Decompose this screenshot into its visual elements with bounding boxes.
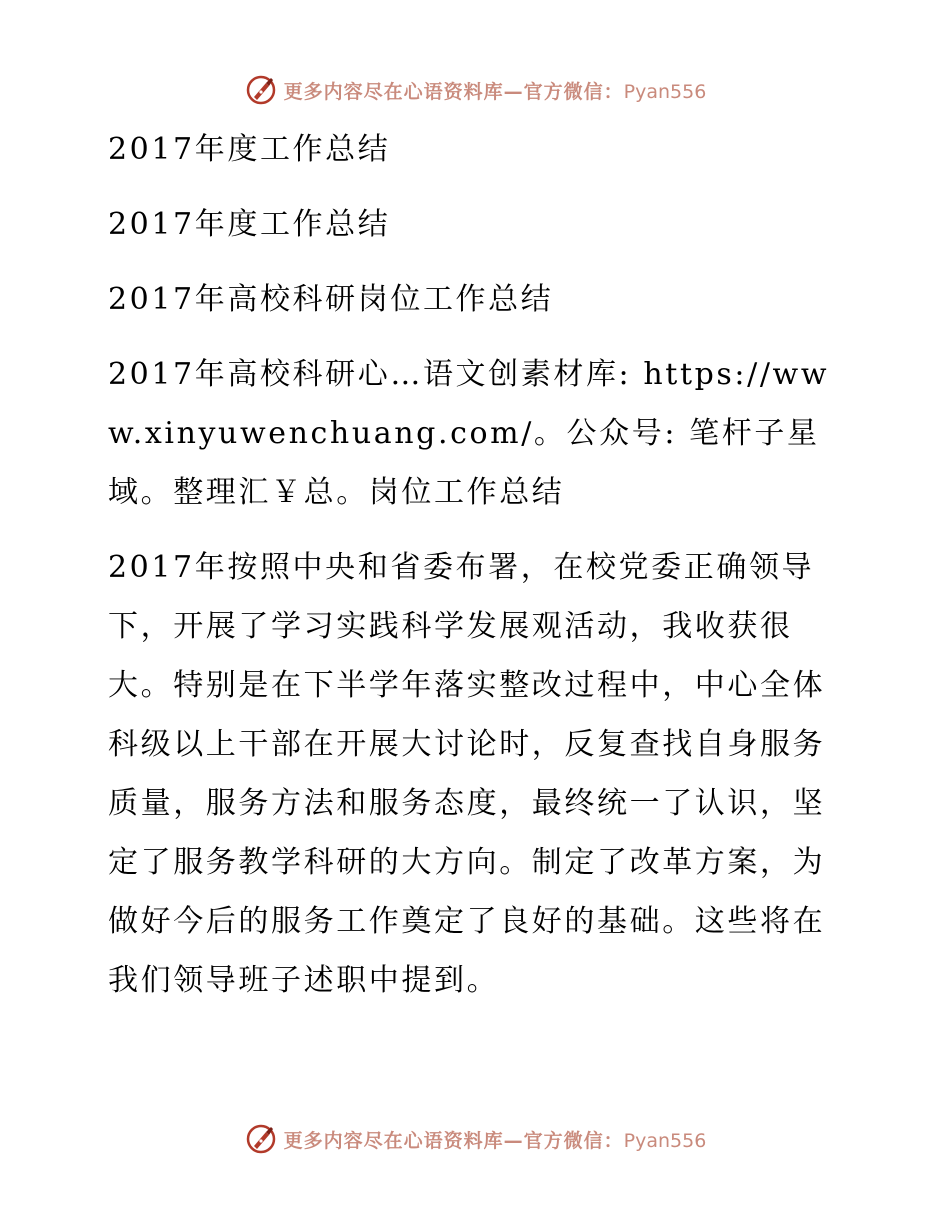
footer-watermark [0, 1119, 950, 1159]
doc-title-2: 2017年度工作总结 [108, 207, 391, 242]
doc-title-1: 2017年度工作总结 [108, 132, 391, 167]
doc-paragraph-source: 2017年高校科研心…语文创素材库: https://www.xinyuwenchuang.com/。公众号: 笔杆子星域。整理汇￥总。岗位工作总结 [108, 357, 830, 510]
header-watermark [0, 70, 950, 110]
header-watermark-label: 更多内容尽在心语资料库—官方微信： [283, 80, 624, 103]
pen-nib-logo-icon [244, 73, 278, 107]
footer-watermark-inner [244, 1122, 707, 1156]
header-watermark-text [284, 77, 707, 104]
footer-watermark-text [284, 1126, 707, 1153]
doc-title-3: 2017年高校科研岗位工作总结 [108, 282, 554, 317]
header-watermark-inner [244, 73, 707, 107]
doc-paragraph-body: 2017年按照中央和省委布署，在校党委正确领导下，开展了学习实践科学发展观活动，我收获很大。特别是在下半学年落实整改过程中，中心全体科级以上干部在开展大讨论时，反复查找自身服务质量，服务方法和服务态度，最终统一了认识，坚定了服务教学科研的大方向。制定了改革方案，为做好今后的服务工作奠定了良好的基础。这些将在我们领导班子述职中提到。 [108, 550, 826, 998]
document-body [97, 120, 857, 1026]
pen-nib-logo-icon [244, 1122, 278, 1156]
footer-watermark-label: 更多内容尽在心语资料库—官方微信： [283, 1129, 624, 1152]
header-watermark-handle: Pyan556 [623, 80, 707, 103]
footer-watermark-handle: Pyan556 [623, 1129, 707, 1152]
